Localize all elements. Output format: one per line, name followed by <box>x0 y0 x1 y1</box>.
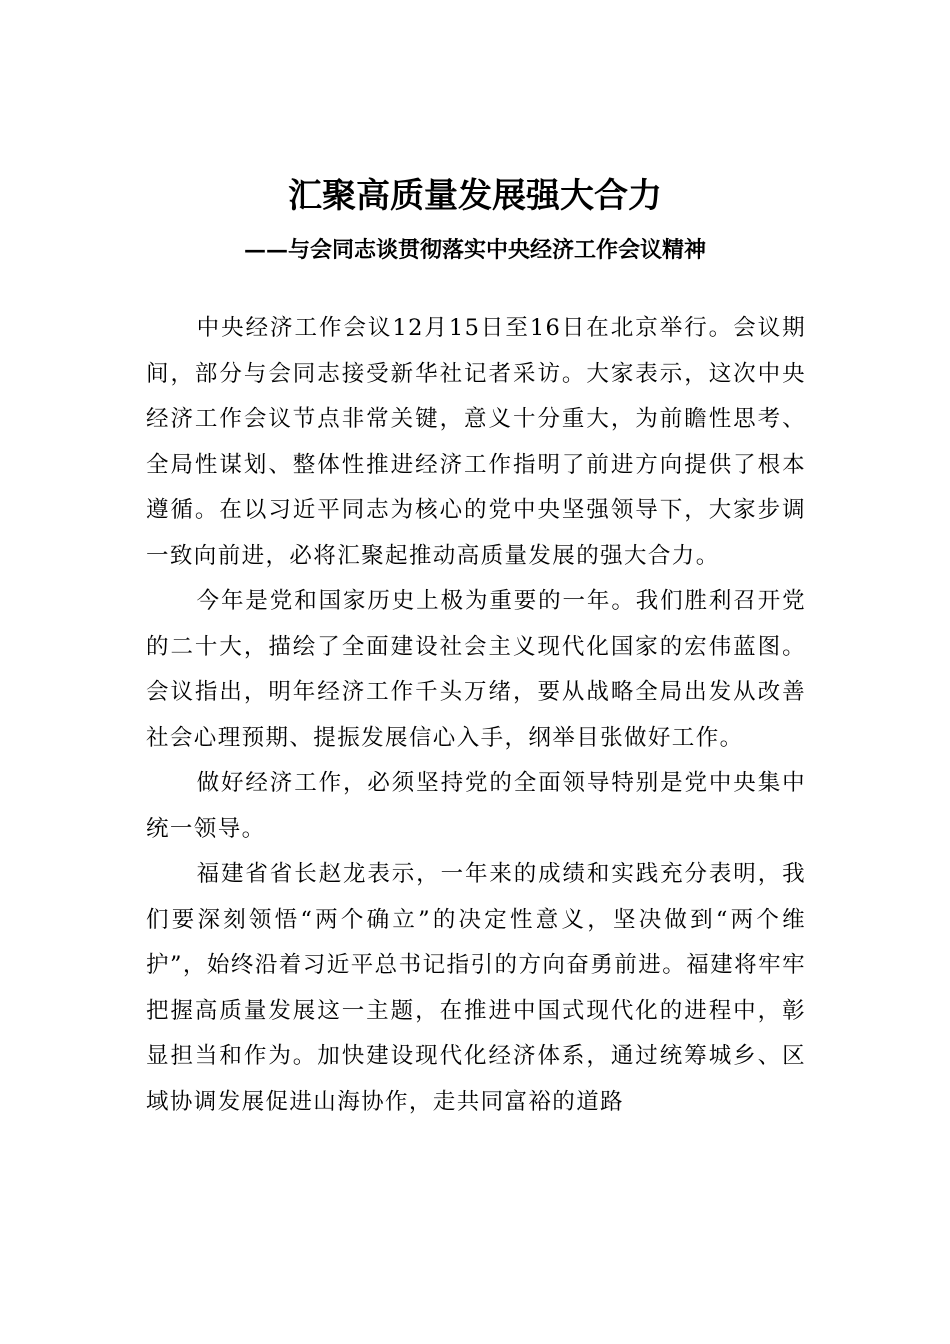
body-paragraph: 做好经济工作，必须坚持党的全面领导特别是党中央集中统一领导。 <box>146 770 806 842</box>
body-paragraph: 今年是党和国家历史上极为重要的一年。我们胜利召开党的二十大，描绘了全面建设社会主义现代化国家的宏伟蓝图。会议指出，明年经济工作千头万绪，要从战略全局出发从改善社会心理预期、提振发展信心入手，纲举目张做好工作。 <box>146 588 806 751</box>
document-body <box>146 306 806 1125</box>
body-paragraph: 中央经济工作会议12月15日至16日在北京举行。会议期间，部分与会同志接受新华社记者采访。大家表示，这次中央经济工作会议节点非常关键，意义十分重大，为前瞻性思考、全局性谋划、整体性推进经济工作指明了前进方向提供了根本遵循。在以习近平同志为核心的党中央坚强领导下，大家步调一致向前进，必将汇聚起推动高质量发展的强大合力。 <box>146 315 806 569</box>
body-paragraph: 福建省省长赵龙表示，一年来的成绩和实践充分表明，我们要深刻领悟“两个确立”的决定性意义，坚决做到“两个维护”，始终沿着习近平总书记指引的方向奋勇前进。福建将牢牢把握高质量发展这一主题，在推进中国式现代化的进程中，彰显担当和作为。加快建设现代化经济体系，通过统筹城乡、区域协调发展促进山海协作，走共同富裕的道路 <box>146 861 806 1115</box>
document-title: 汇聚高质量发展强大合力 <box>288 176 662 216</box>
document-subtitle: ——与会同志谈贯彻落实中央经济工作会议精神 <box>243 237 706 263</box>
